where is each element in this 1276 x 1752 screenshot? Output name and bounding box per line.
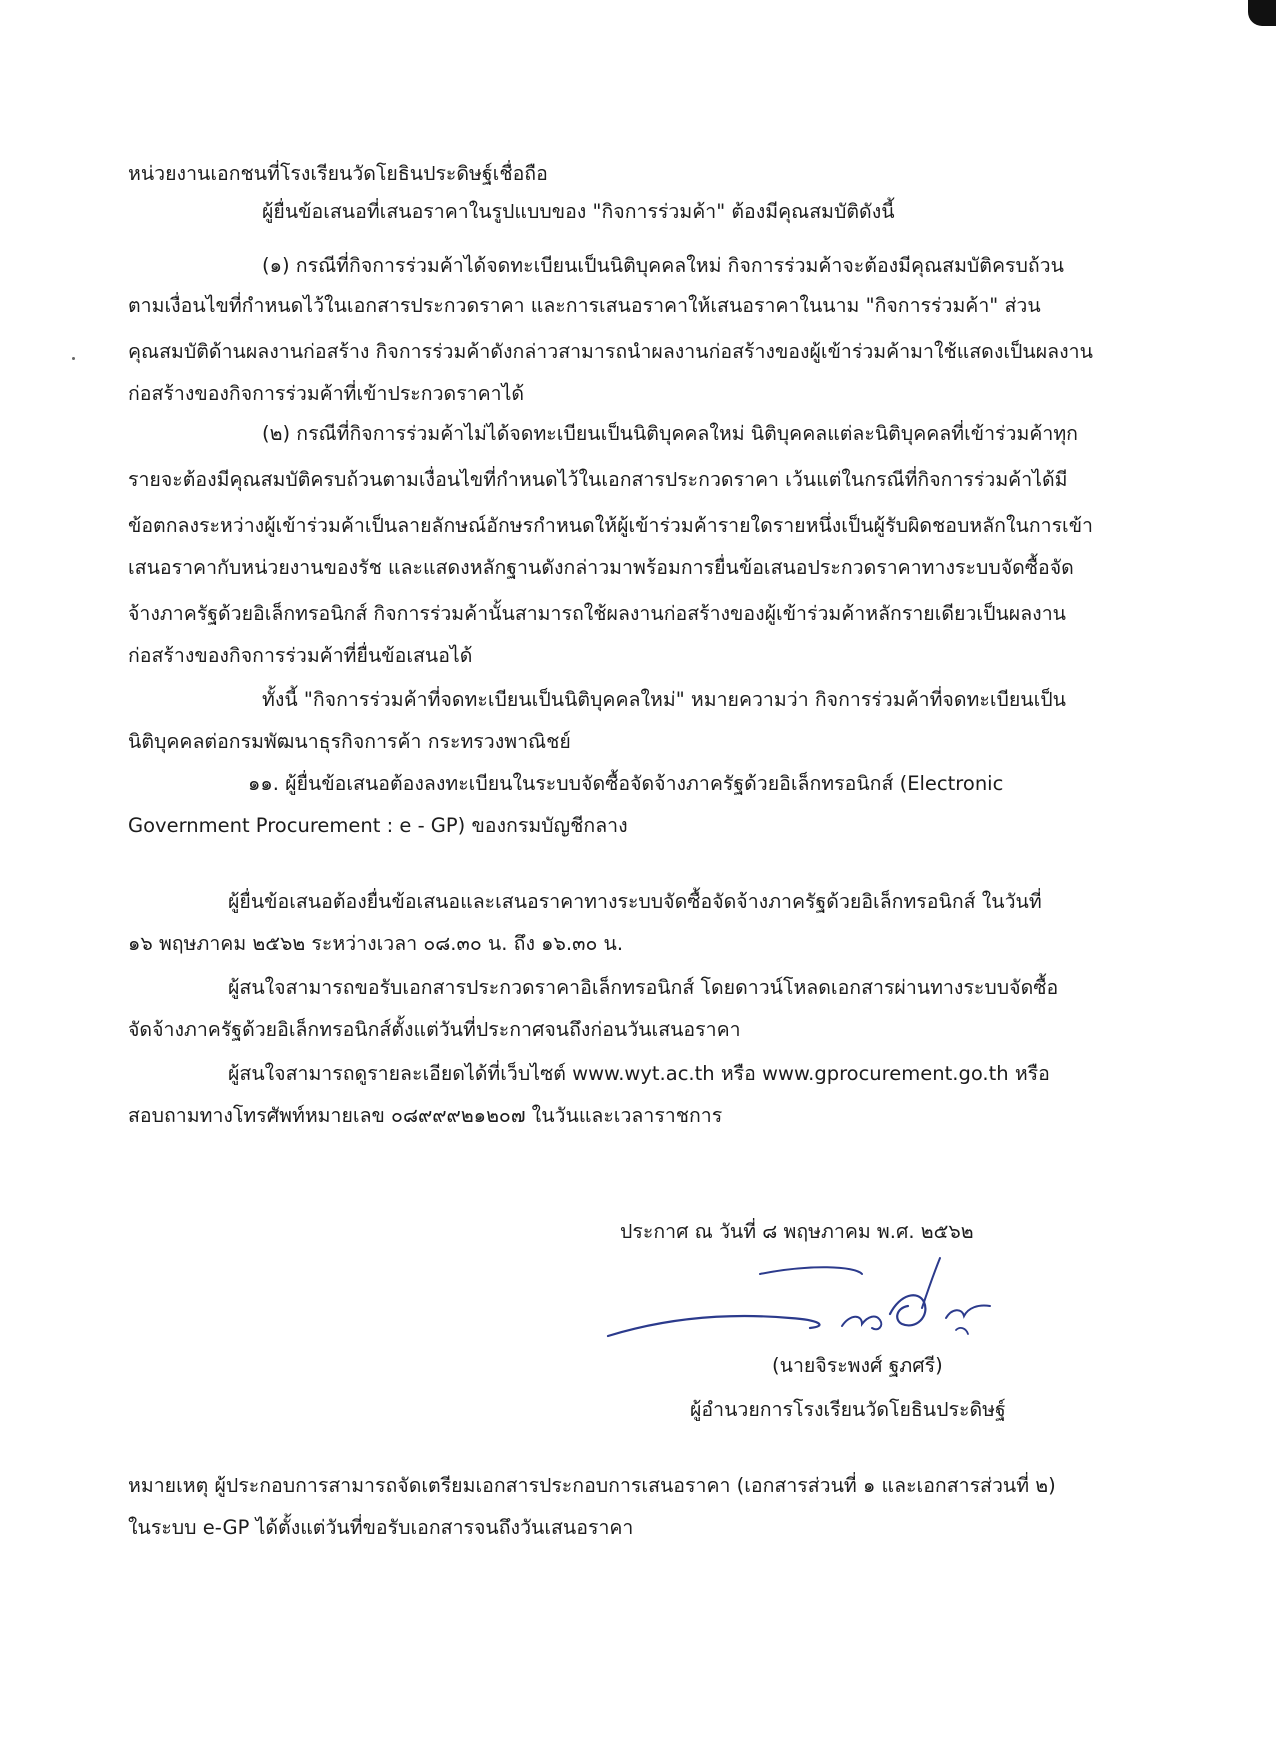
announcement-date: ประกาศ ณ วันที่ ๘ พฤษภาคม พ.ศ. ๒๕๖๒ <box>620 1220 974 1243</box>
doc-line-11: จ้างภาครัฐด้วยอิเล็กทรอนิกส์ กิจการร่วมค้านั้นสามารถใช้ผลงานก่อสร้างของผู้เข้าร่วมค้าหลักรายเดียวเป็นผลงาน <box>128 602 1066 625</box>
doc-line-13: ทั้งนี้ "กิจการร่วมค้าที่จดทะเบียนเป็นนิติบุคคลใหม่" หมายความว่า กิจการร่วมค้าที่จดทะเบียนเป็น <box>262 688 1067 711</box>
doc-line-20: จัดจ้างภาครัฐด้วยอิเล็กทรอนิกส์ตั้งแต่วันที่ประกาศจนถึงก่อนวันเสนอราคา <box>128 1018 741 1041</box>
remark-line-2: ในระบบ e-GP ได้ตั้งแต่วันที่ขอรับเอกสารจนถึงวันเสนอราคา <box>128 1516 634 1539</box>
doc-line-12: ก่อสร้างของกิจการร่วมค้าที่ยื่นข้อเสนอได้ <box>128 644 473 667</box>
doc-line-7: (๒) กรณีที่กิจการร่วมค้าไม่ได้จดทะเบียนเป็นนิติบุคคลใหม่ นิติบุคคลแต่ละนิติบุคคลที่เข้าร่วมค้าทุก <box>262 422 1078 445</box>
doc-line-1: หน่วยงานเอกชนที่โรงเรียนวัดโยธินประดิษฐ์เชื่อถือ <box>128 162 548 185</box>
doc-line-9: ข้อตกลงระหว่างผู้เข้าร่วมค้าเป็นลายลักษณ์อักษรกำหนดให้ผู้เข้าร่วมค้ารายใดรายหนึ่งเป็นผู้รับผิดชอบหลักในการเข้า <box>128 514 1094 537</box>
doc-line-22: สอบถามทางโทรศัพท์หมายเลข ๐๘๙๙๙๒๑๒๐๗ ในวันและเวลาราชการ <box>128 1104 723 1127</box>
doc-line-2: ผู้ยื่นข้อเสนอที่เสนอราคาในรูปแบบของ "กิจการร่วมค้า" ต้องมีคุณสมบัติดังนี้ <box>262 200 895 223</box>
doc-line-21: ผู้สนใจสามารถดูรายละเอียดได้ที่เว็บไซต์ www.wyt.ac.th หรือ www.gprocurement.go.th หรือ <box>228 1062 1050 1085</box>
signer-name: (นายจิระพงศ์ ฐภศรี) <box>772 1354 943 1377</box>
remark-line-1: หมายเหตุ ผู้ประกอบการสามารถจัดเตรียมเอกสารประกอบการเสนอราคา (เอกสารส่วนที่ ๑ และเอกสารส่วนที่ ๒) <box>128 1474 1056 1497</box>
doc-line-14: นิติบุคคลต่อกรมพัฒนาธุรกิจการค้า กระทรวงพาณิชย์ <box>128 730 571 753</box>
doc-line-10: เสนอราคากับหน่วยงานของรัช และแสดงหลักฐานดังกล่าวมาพร้อมการยื่นข้อเสนอประกวดราคาทางระบบจัดซื้อจัด <box>128 556 1074 579</box>
doc-line-15: ๑๑. ผู้ยื่นข้อเสนอต้องลงทะเบียนในระบบจัดซื้อจัดจ้างภาครัฐด้วยอิเล็กทรอนิกส์ (Electronic <box>248 772 1004 795</box>
doc-line-17: ผู้ยื่นข้อเสนอต้องยื่นข้อเสนอและเสนอราคาทางระบบจัดซื้อจัดจ้างภาครัฐด้วยอิเล็กทรอนิกส์ ในวันที่ <box>228 890 1042 913</box>
signer-title: ผู้อำนวยการโรงเรียนวัดโยธินประดิษฐ์ <box>690 1398 1006 1421</box>
doc-line-16: Government Procurement : e - GP) ของกรมบัญชีกลาง <box>128 814 628 837</box>
signature <box>600 1250 1020 1360</box>
doc-line-6: ก่อสร้างของกิจการร่วมค้าที่เข้าประกวดราคาได้ <box>128 382 525 405</box>
doc-line-5: คุณสมบัติด้านผลงานก่อสร้าง กิจการร่วมค้าดังกล่าวสามารถนำผลงานก่อสร้างของผู้เข้าร่วมค้ามาใช้แสดงเป็นผลงาน <box>128 340 1093 363</box>
doc-line-3: (๑) กรณีที่กิจการร่วมค้าได้จดทะเบียนเป็นนิติบุคคลใหม่ กิจการร่วมค้าจะต้องมีคุณสมบัติครบถ้วน <box>262 254 1064 277</box>
doc-line-18: ๑๖ พฤษภาคม ๒๕๖๒ ระหว่างเวลา ๐๘.๓๐ น. ถึง ๑๖.๓๐ น. <box>128 932 624 955</box>
doc-line-19: ผู้สนใจสามารถขอรับเอกสารประกวดราคาอิเล็กทรอนิกส์ โดยดาวน์โหลดเอกสารผ่านทางระบบจัดซื้อ <box>228 976 1059 999</box>
doc-line-8: รายจะต้องมีคุณสมบัติครบถ้วนตามเงื่อนไขที่กำหนดไว้ในเอกสารประกวดราคา เว้นแต่ในกรณีที่กิจการร่วมค้าได้มี <box>128 468 1068 491</box>
doc-line-4: ตามเงื่อนไขที่กำหนดไว้ในเอกสารประกวดราคา และการเสนอราคาให้เสนอราคาในนาม "กิจการร่วมค้า" ส่วน <box>128 294 1041 317</box>
